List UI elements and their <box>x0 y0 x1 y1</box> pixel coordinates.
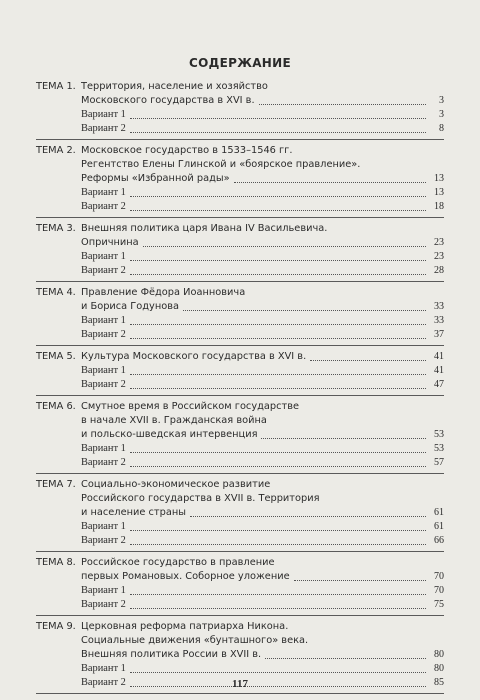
toc-title-line <box>36 556 444 570</box>
topic-title: и Бориса Годунова <box>81 301 180 312</box>
toc-variant-line <box>36 108 444 122</box>
dot-leader <box>130 273 426 275</box>
dot-leader <box>183 309 426 311</box>
variant-page-number: 80 <box>434 663 444 674</box>
topic-page-number: 23 <box>434 237 444 248</box>
variant-page-number: 3 <box>439 109 444 120</box>
toc-title-line <box>36 400 444 414</box>
dot-leader <box>130 465 426 467</box>
topic-title: Внешняя политика России в XVII в. <box>81 649 262 660</box>
variant-label: Вариант 1 <box>81 663 126 674</box>
toc-variant-line <box>36 328 444 342</box>
toc-title-line <box>36 236 444 250</box>
variant-label: Вариант 2 <box>81 329 126 340</box>
dot-leader <box>130 373 426 375</box>
topic-page-number: 70 <box>434 571 444 582</box>
topic-title: Внешняя политика царя Ивана IV Васильевича. <box>81 223 328 234</box>
toc-title-line <box>36 144 444 158</box>
toc-title-line <box>36 414 444 428</box>
topic-number: ТЕМА 9. <box>36 621 76 632</box>
variant-page-number: 53 <box>434 443 444 454</box>
dot-leader <box>130 451 426 453</box>
toc-variant-line <box>36 250 444 264</box>
toc-title-line <box>36 300 444 314</box>
variant-label: Вариант 2 <box>81 535 126 546</box>
variant-page-number: 85 <box>434 677 444 688</box>
topic-number: ТЕМА 5. <box>36 351 76 362</box>
dot-leader <box>130 209 426 211</box>
topic-number: ТЕМА 6. <box>36 401 76 412</box>
variant-page-number: 28 <box>434 265 444 276</box>
toc-topic <box>36 350 444 396</box>
toc-variant-line <box>36 264 444 278</box>
toc-variant-line <box>36 456 444 470</box>
toc-variant-line <box>36 598 444 612</box>
toc-variant-line <box>36 364 444 378</box>
variant-page-number: 8 <box>439 123 444 134</box>
toc-title-line <box>36 506 444 520</box>
dot-leader <box>265 657 426 659</box>
toc-variant-line <box>36 662 444 676</box>
toc-title-line <box>36 94 444 108</box>
toc-variant-line <box>36 442 444 456</box>
topic-title: Регентство Елены Глинской и «боярское правление». <box>81 159 361 170</box>
variant-page-number: 66 <box>434 535 444 546</box>
toc-title-line <box>36 478 444 492</box>
topic-title: первых Романовых. Соборное уложение <box>81 571 290 582</box>
toc-topic <box>36 80 444 140</box>
topic-title: и польско-шведская интервенция <box>81 429 258 440</box>
topic-number: ТЕМА 1. <box>36 81 76 92</box>
page-number: 117 <box>232 678 248 690</box>
toc-variant-line <box>36 584 444 598</box>
topic-title: Культура Московского государства в XVI в. <box>81 351 307 362</box>
toc-title-line <box>36 350 444 364</box>
topic-number: ТЕМА 2. <box>36 145 76 156</box>
variant-label: Вариант 1 <box>81 443 126 454</box>
dot-leader <box>294 579 426 581</box>
dot-leader <box>259 103 426 105</box>
variant-page-number: 33 <box>434 315 444 326</box>
topic-title: Территория, население и хозяйство <box>81 81 268 92</box>
topic-page-number: 13 <box>434 173 444 184</box>
toc-topic <box>36 222 444 282</box>
dot-leader <box>130 117 426 119</box>
variant-page-number: 37 <box>434 329 444 340</box>
toc-title-line <box>36 80 444 94</box>
variant-label: Вариант 2 <box>81 379 126 390</box>
topic-page-number: 3 <box>439 95 444 106</box>
toc-variant-line <box>36 520 444 534</box>
toc-variant-line <box>36 200 444 214</box>
toc-variant-line <box>36 314 444 328</box>
topic-title: Смутное время в Российском государстве <box>81 401 300 412</box>
toc-title-line <box>36 620 444 634</box>
toc-title-line <box>36 570 444 584</box>
dot-leader <box>234 181 426 183</box>
dot-leader <box>310 359 426 361</box>
variant-label: Вариант 2 <box>81 677 126 688</box>
variant-label: Вариант 1 <box>81 109 126 120</box>
dot-leader <box>130 671 426 673</box>
dot-leader <box>130 337 426 339</box>
toc-title-line <box>36 492 444 506</box>
variant-label: Вариант 1 <box>81 585 126 596</box>
topic-number: ТЕМА 3. <box>36 223 76 234</box>
variant-page-number: 18 <box>434 201 444 212</box>
variant-page-number: 23 <box>434 251 444 262</box>
dot-leader <box>130 131 426 133</box>
toc-title-line <box>36 648 444 662</box>
toc-title-line <box>36 428 444 442</box>
topic-title: Церковная реформа патриарха Никона. <box>81 621 289 632</box>
table-of-contents <box>36 80 444 698</box>
toc-title-line <box>36 172 444 186</box>
topic-page-number: 33 <box>434 301 444 312</box>
toc-variant-line <box>36 186 444 200</box>
variant-page-number: 47 <box>434 379 444 390</box>
topic-title: Московское государство в 1533–1546 гг. <box>81 145 293 156</box>
dot-leader <box>261 437 426 439</box>
topic-title: Опричнина <box>81 237 139 248</box>
variant-page-number: 13 <box>434 187 444 198</box>
variant-label: Вариант 2 <box>81 123 126 134</box>
dot-leader <box>130 529 426 531</box>
variant-label: Вариант 1 <box>81 251 126 262</box>
toc-topic <box>36 400 444 474</box>
toc-title-line <box>36 222 444 236</box>
topic-number: ТЕМА 4. <box>36 287 76 298</box>
topic-title: Правление Фёдора Иоанновича <box>81 287 246 298</box>
topic-title: Социально-экономическое развитие <box>81 479 271 490</box>
topic-number: ТЕМА 8. <box>36 557 76 568</box>
variant-label: Вариант 2 <box>81 265 126 276</box>
dot-leader <box>130 593 426 595</box>
toc-topic <box>36 286 444 346</box>
variant-label: Вариант 1 <box>81 315 126 326</box>
dot-leader <box>130 259 426 261</box>
topic-page-number: 53 <box>434 429 444 440</box>
topic-title: в начале XVII в. Гражданская война <box>81 415 267 426</box>
topic-title: Российское государство в правление <box>81 557 275 568</box>
dot-leader <box>130 607 426 609</box>
variant-label: Вариант 1 <box>81 187 126 198</box>
dot-leader <box>130 543 426 545</box>
page-title: СОДЕРЖАНИЕ <box>189 56 291 70</box>
toc-topic <box>36 144 444 218</box>
topic-page-number: 61 <box>434 507 444 518</box>
toc-variant-line <box>36 122 444 136</box>
toc-topic <box>36 556 444 616</box>
topic-number: ТЕМА 7. <box>36 479 76 490</box>
topic-title: Московского государства в XVI в. <box>81 95 255 106</box>
variant-label: Вариант 2 <box>81 201 126 212</box>
variant-page-number: 75 <box>434 599 444 610</box>
topic-page-number: 80 <box>434 649 444 660</box>
variant-label: Вариант 1 <box>81 365 126 376</box>
toc-variant-line <box>36 534 444 548</box>
topic-page-number: 41 <box>434 351 444 362</box>
toc-title-line <box>36 286 444 300</box>
dot-leader <box>130 387 426 389</box>
dot-leader <box>143 245 426 247</box>
topic-title: Российского государства в XVII в. Территория <box>81 493 320 504</box>
toc-topic <box>36 478 444 552</box>
variant-label: Вариант 1 <box>81 521 126 532</box>
variant-page-number: 70 <box>434 585 444 596</box>
topic-title: Реформы «Избранной рады» <box>81 173 230 184</box>
dot-leader <box>130 323 426 325</box>
dot-leader <box>130 195 426 197</box>
dot-leader <box>190 515 426 517</box>
variant-page-number: 57 <box>434 457 444 468</box>
variant-label: Вариант 2 <box>81 599 126 610</box>
toc-title-line <box>36 158 444 172</box>
variant-label: Вариант 2 <box>81 457 126 468</box>
topic-title: Социальные движения «бунташного» века. <box>81 635 309 646</box>
variant-page-number: 61 <box>434 521 444 532</box>
variant-page-number: 41 <box>434 365 444 376</box>
topic-title: и население страны <box>81 507 186 518</box>
toc-title-line <box>36 634 444 648</box>
toc-variant-line <box>36 378 444 392</box>
